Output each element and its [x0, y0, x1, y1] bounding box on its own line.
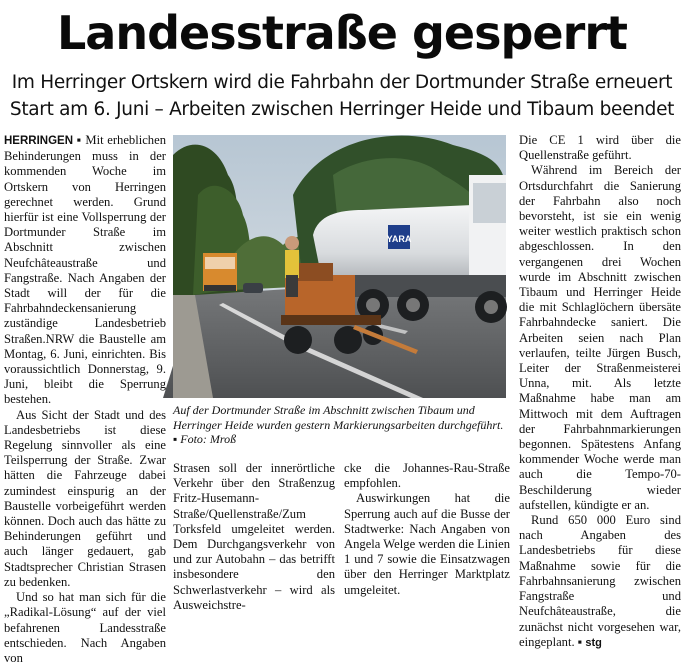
photo-caption: [173, 403, 509, 447]
paragraph-text: Rund 650 000 Euro sind nach Angaben des Landesbetriebs für diese Maßnahme sowie für die Fahrbahnsanierung zwischen Fangstraße und Neufchâteaustraße, die zunächst nicht vorgesehen war, eingeplant.: [519, 513, 681, 649]
author-separator: ▪: [574, 634, 586, 649]
article-column-right: [519, 133, 681, 649]
article-column-middle-2: [344, 461, 510, 597]
paragraph: [519, 513, 681, 651]
paragraph: cke die Johannes-Rau-Straße empfohlen.: [344, 461, 510, 491]
headline: Landesstraße gesperrt: [57, 6, 627, 60]
article-photo: [173, 135, 506, 398]
article-column-left: [4, 133, 166, 665]
caption-separator: ▪: [173, 432, 181, 446]
subheadline-1: Im Herringer Ortskern wird die Fahrbahn der Dortmunder Straße erneuert: [11, 72, 673, 93]
paragraph: [4, 133, 166, 408]
article-column-middle-1: [173, 461, 335, 612]
author-tag: stg: [585, 636, 602, 649]
paragraph: Die CE 1 wird über die Quellenstraße geführt.: [519, 133, 681, 163]
subheadline-2: Start am 6. Juni – Arbeiten zwischen Herringer Heide und Tibaum beendet: [9, 99, 675, 120]
dateline: HERRINGEN: [4, 135, 74, 147]
caption-text: Auf der Dortmunder Straße im Abschnitt zwischen Tibaum und Herringer Heide wurden gestern Markierungsarbeiten durchgeführt.: [173, 403, 504, 432]
paragraph: Und so hat man sich für die „Radikal-Lösung“ auf der viel befahrenen Landesstraße entschieden. Nach Angaben von: [4, 590, 166, 665]
paragraph: Strasen soll der innerörtliche Verkehr über den Straßenzug Fritz-Husemann-Straße/Quellenstraße/Zum Torksfeld umgeleitet werden. Dem Durchgangsverkehr von und zur Autobahn – das betrifft insbesondere den Schwerlastverkehr – wird als Ausweichstre-: [173, 461, 335, 612]
dateline-separator: ▪: [73, 133, 86, 147]
paragraph-text: Mit erheblichen Behinderungen muss in der kommenden Woche im Ortskern von Herringen gerechnet werden. Grund hierfür ist eine Vollsperrung der Dortmunder Straße im Abschnitt zwischen Neufchâteaustraße und Fangstraße. Nach Angaben der Stadt will der für die Fahrbahndeckensanierung zuständige Landesbetrieb Straßen.NRW die Baustelle am Montag, 6. Juni, einrichten. Bis voraussichtlich Donnerstag, 9. Juni, bleibt die Sperrung bestehen.: [4, 133, 166, 407]
paragraph: Auswirkungen hat die Sperrung auch auf die Busse der Stadtwerke: Nach Angaben von Angela Welge werden die Linien 1 und 7 sowie die Einsatzwagen über den Herringer Marktplatz umgeleitet.: [344, 491, 510, 597]
photo-credit: Foto: Mroß: [180, 432, 237, 446]
yara-logo: YARA: [386, 234, 412, 244]
paragraph: Während im Bereich der Ortsdurchfahrt die Sanierung der Fahrbahn also noch bevorsteht, ist sie ein wenig weiter westlich praktisch schon abgeschlossen. In den vergangenen drei Wochen wurde im Abschnitt zwischen Tibaum und Herringer Heide die mit Schlaglöchern übersäte Fahrbahndecke saniert. Die Arbeiten seien nach Plan verlaufen, teilte Jürgen Busch, Leiter der Straßenmeisterei Unna, mit. Als letzte Maßnahme habe man am Mittwoch mit dem Auftragen der Fahrbahnmarkierungen begonnen. Spätestens Anfang kommender Woche werde man auch die Tempo-70-Beschilderung wieder aufstellen, kündigte er an.: [519, 163, 681, 512]
paragraph: Aus Sicht der Stadt und des Landesbetriebs ist diese Regelung sinnvoller als eine Teilsperrung der Straße. Zwar hätten die Fahrzeuge dabei zumindest einspurig an der Baustelle vorbeigeführt werden können. Doch auch das hätte zu Behinderungen geführt und auch länger gedauert, gab Stadtsprecher Christian Strasen zu bedenken.: [4, 407, 166, 589]
